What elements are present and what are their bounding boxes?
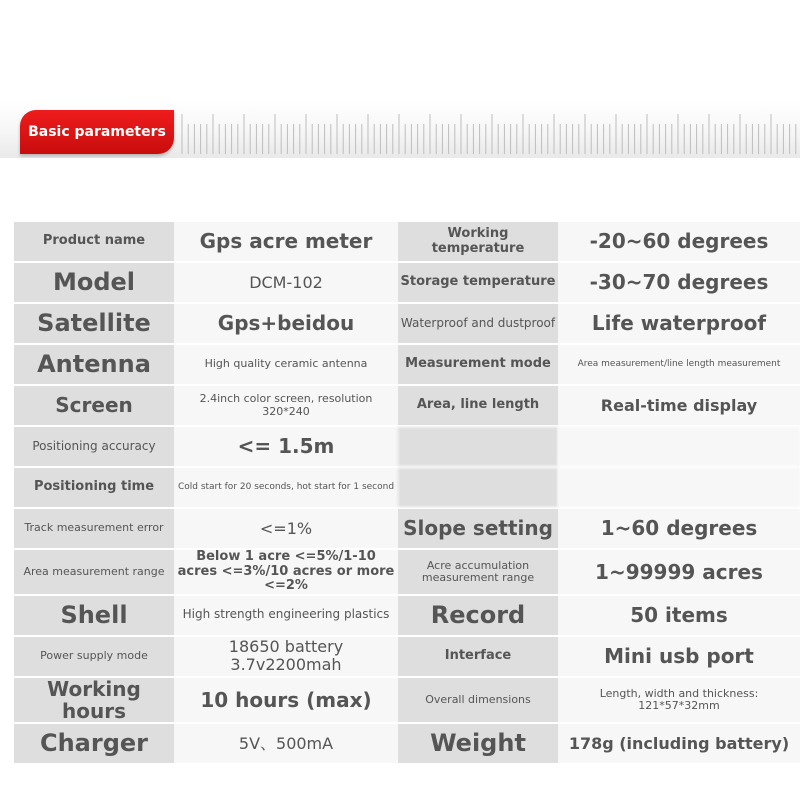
spec-label: Antenna xyxy=(14,345,174,384)
spec-label: Area, line length xyxy=(398,386,558,425)
spec-row xyxy=(14,386,800,425)
spec-label: Record xyxy=(398,596,558,635)
obscured-value xyxy=(558,468,800,507)
spec-label: Screen xyxy=(14,386,174,425)
spec-label: Power supply mode xyxy=(14,637,174,676)
spec-value: 1~60 degrees xyxy=(558,509,800,548)
spec-value: Life waterproof xyxy=(558,304,800,343)
spec-label: Waterproof and dustproof xyxy=(398,304,558,343)
spec-value: 178g (including battery) xyxy=(558,724,800,763)
spec-row xyxy=(14,222,800,261)
obscured-label xyxy=(398,468,558,507)
spec-row xyxy=(14,596,800,635)
spec-value: High strength engineering plastics xyxy=(174,596,398,635)
spec-value: Area measurement/line length measurement xyxy=(558,345,800,384)
spec-label: Weight xyxy=(398,724,558,763)
spec-value: Mini usb port xyxy=(558,637,800,676)
spec-label: Working hours xyxy=(14,678,174,723)
spec-value: Real-time display xyxy=(558,386,800,425)
spec-row xyxy=(14,304,800,343)
spec-label: Measurement mode xyxy=(398,345,558,384)
spec-value: Below 1 acre <=5%/1-10 acres <=3%/10 acres or more <=2% xyxy=(174,550,398,594)
spec-value: 18650 battery 3.7v2200mah xyxy=(174,637,398,676)
spec-row xyxy=(14,724,800,763)
spec-label: Positioning time xyxy=(14,468,174,507)
spec-label: Storage temperature xyxy=(398,263,558,302)
spec-row xyxy=(14,678,800,723)
spec-row xyxy=(14,263,800,302)
spec-value: 2.4inch color screen, resolution 320*240 xyxy=(174,386,398,425)
spec-label: Track measurement error xyxy=(14,509,174,548)
spec-value: 1~99999 acres xyxy=(558,550,800,594)
spec-value: Length, width and thickness: 121*57*32mm xyxy=(558,678,800,723)
spec-label: Product name xyxy=(14,222,174,261)
spec-value: 10 hours (max) xyxy=(174,678,398,723)
spec-label: Overall dimensions xyxy=(398,678,558,723)
spec-value: Cold start for 20 seconds, hot start for 1 second xyxy=(174,468,398,507)
spec-value: 50 items xyxy=(558,596,800,635)
spec-label: Shell xyxy=(14,596,174,635)
spec-value: -20~60 degrees xyxy=(558,222,800,261)
spec-table xyxy=(14,220,800,765)
obscured-label xyxy=(398,427,558,466)
spec-label: Charger xyxy=(14,724,174,763)
obscured-value xyxy=(558,427,800,466)
spec-value: -30~70 degrees xyxy=(558,263,800,302)
spec-value: <= 1.5m xyxy=(174,427,398,466)
spec-label: Area measurement range xyxy=(14,550,174,594)
spec-value: Gps+beidou xyxy=(174,304,398,343)
spec-value: <=1% xyxy=(174,509,398,548)
spec-label: Positioning accuracy xyxy=(14,427,174,466)
spec-value: 5V、500mA xyxy=(174,724,398,763)
spec-row xyxy=(14,427,800,466)
spec-label: Satellite xyxy=(14,304,174,343)
spec-value: Gps acre meter xyxy=(174,222,398,261)
spec-label: Interface xyxy=(398,637,558,676)
spec-label: Acre accumulation measurement range xyxy=(398,550,558,594)
spec-label: Slope setting xyxy=(398,509,558,548)
spec-row xyxy=(14,550,800,594)
spec-label: Model xyxy=(14,263,174,302)
spec-value: High quality ceramic antenna xyxy=(174,345,398,384)
section-title: Basic parameters xyxy=(28,124,166,140)
spec-row xyxy=(14,468,800,507)
spec-row xyxy=(14,637,800,676)
spec-row xyxy=(14,345,800,384)
spec-value: DCM-102 xyxy=(174,263,398,302)
section-header-badge xyxy=(20,110,174,154)
spec-row xyxy=(14,509,800,548)
ruler-decoration xyxy=(180,110,800,156)
spec-label: Working temperature xyxy=(398,222,558,261)
